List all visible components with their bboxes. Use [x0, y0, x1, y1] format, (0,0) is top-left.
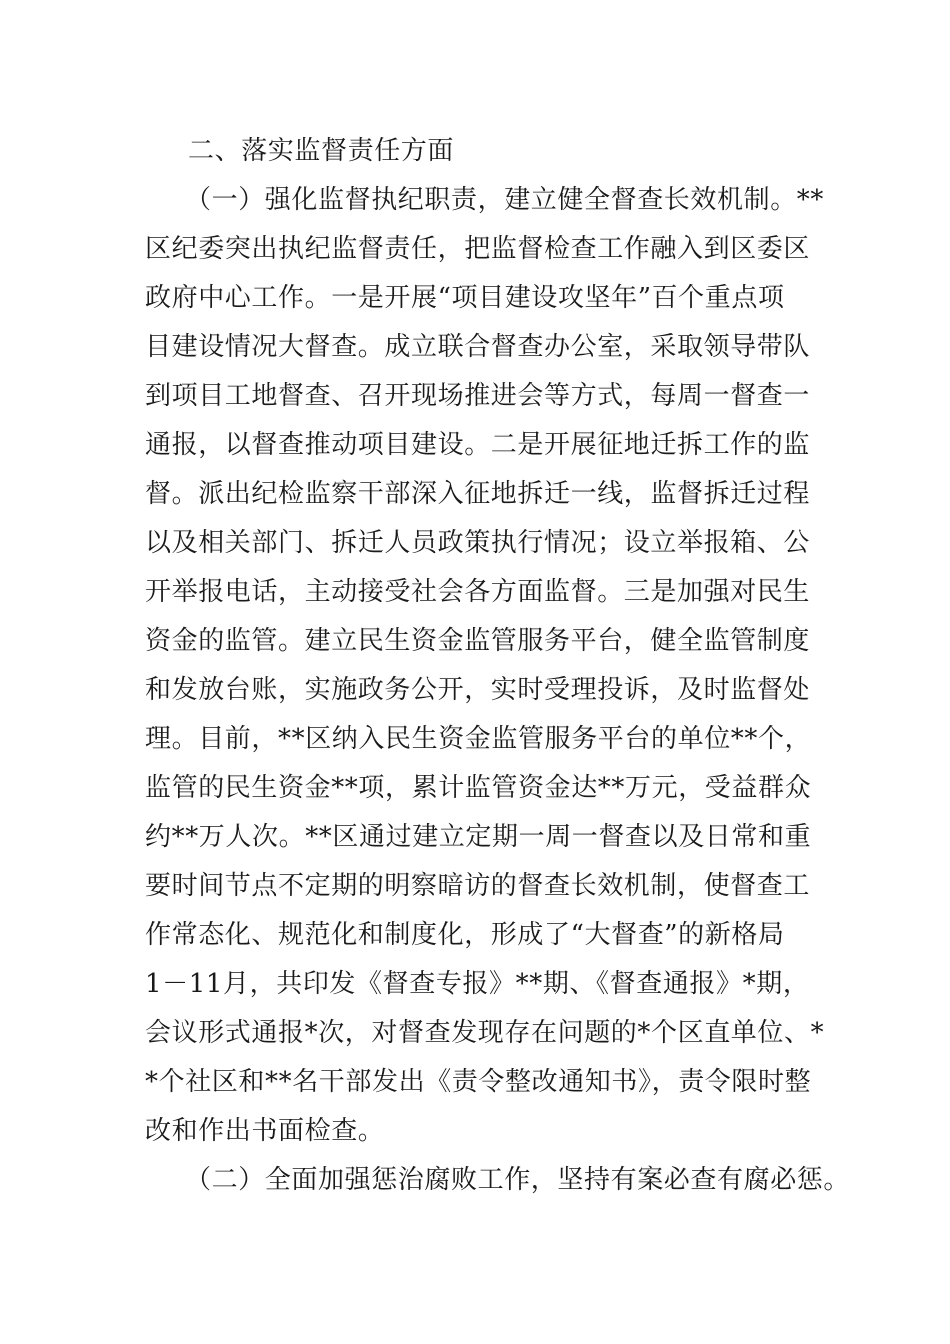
paragraph-line: 通报，以督查推动项目建设。二是开展征地迁拆工作的监 — [145, 430, 811, 460]
paragraph-line: 作常态化、规范化和制度化，形成了“大督查”的新格局 — [145, 920, 785, 950]
paragraph-line: 资金的监管。建立民生资金监管服务平台，健全监管制度 — [145, 626, 811, 656]
paragraph-line: 要时间节点不定期的明察暗访的督查长效机制，使督查工 — [145, 871, 811, 901]
paragraph-line: 会议形式通报*次，对督查发现存在问题的*个区直单位、* — [145, 1018, 825, 1048]
paragraph-line: 以及相关部门、拆迁人员政策执行情况；设立举报箱、公 — [145, 528, 811, 558]
paragraph-line: 督。派出纪检监察干部深入征地拆迁一线，监督拆迁过程 — [145, 479, 811, 509]
paragraph-line: 和发放台账，实施政务公开，实时受理投诉，及时监督处 — [145, 675, 811, 705]
paragraph-line: 理。目前，**区纳入民生资金监管服务平台的单位**个， — [145, 724, 812, 754]
paragraph-line: 改和作出书面检查。 — [145, 1116, 385, 1146]
paragraph-line: 到项目工地督查、召开现场推进会等方式，每周一督查一 — [145, 381, 811, 411]
section-heading: 二、落实监督责任方面 — [188, 136, 455, 166]
paragraph-line: 1－11月，共印发《督查专报》**期、《督查通报》*期， — [145, 969, 810, 999]
paragraph-line: （二）全面加强惩治腐败工作，坚持有案必查有腐必惩。 — [185, 1165, 851, 1195]
paragraph-line: 监管的民生资金**项，累计监管资金达**万元，受益群众 — [145, 773, 812, 803]
paragraph-line: 开举报电话，主动接受社会各方面监督。三是加强对民生 — [145, 577, 811, 607]
paragraph-line: 目建设情况大督查。成立联合督查办公室，采取领导带队 — [145, 332, 811, 362]
paragraph-line: *个社区和**名干部发出《责令整改通知书》，责令限时整 — [145, 1067, 812, 1097]
paragraph-line: 区纪委突出执纪监督责任，把监督检查工作融入到区委区 — [145, 234, 811, 264]
paragraph-line: 约**万人次。**区通过建立定期一周一督查以及日常和重 — [145, 822, 812, 852]
paragraph-line: 政府中心工作。一是开展“项目建设攻坚年”百个重点项 — [145, 283, 785, 313]
paragraph-line: （一）强化监督执纪职责，建立健全督查长效机制。** — [185, 185, 825, 215]
